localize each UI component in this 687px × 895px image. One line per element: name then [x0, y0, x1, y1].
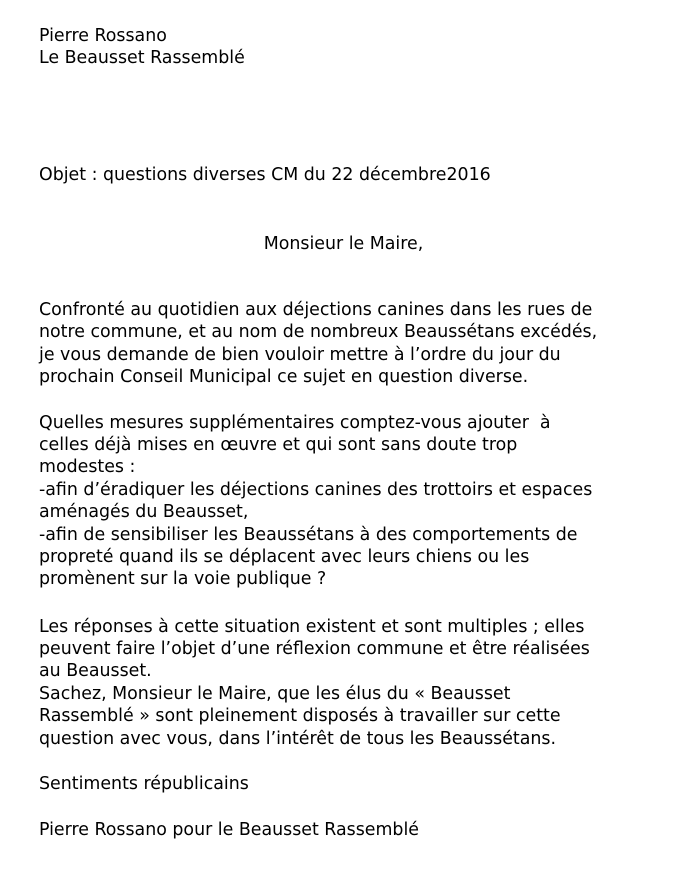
paragraph-line: -afin d’éradiquer les déjections canines des trottoirs et espaces — [39, 480, 593, 500]
paragraph-line: prochain Conseil Municipal ce sujet en question diverse. — [39, 367, 529, 387]
signature: Pierre Rossano pour le Beausset Rassemblé — [39, 820, 419, 840]
paragraph-line: au Beausset. — [39, 661, 152, 681]
paragraph-line: question avec vous, dans l’intérêt de tous les Beaussétans. — [39, 729, 556, 749]
paragraph-line: je vous demande de bien vouloir mettre à l’ordre du jour du — [39, 345, 561, 365]
paragraph-line: aménagés du Beausset, — [39, 502, 249, 522]
subject-line: Objet : questions diverses CM du 22 décembre2016 — [39, 165, 491, 185]
salutation: Monsieur le Maire, — [263, 234, 424, 254]
paragraph-line: -afin de sensibiliser les Beaussétans à des comportements de — [39, 525, 578, 545]
paragraph-line: peuvent faire l’objet d’une réflexion commune et être réalisées — [39, 639, 590, 659]
paragraph-line: promènent sur la voie publique ? — [39, 569, 327, 589]
paragraph-line: propreté quand ils se déplacent avec leurs chiens ou les — [39, 547, 530, 567]
paragraph-line: Quelles mesures supplémentaires comptez-vous ajouter à — [39, 413, 551, 433]
paragraph-line: modestes : — [39, 457, 136, 477]
sender-organization: Le Beausset Rassemblé — [39, 48, 245, 68]
paragraph-line: Les réponses à cette situation existent et sont multiples ; elles — [39, 617, 585, 637]
sender-name: Pierre Rossano — [39, 26, 167, 46]
paragraph-line: notre commune, et au nom de nombreux Beaussétans excédés, — [39, 322, 598, 342]
paragraph-line: Rassemblé » sont pleinement disposés à travailler sur cette — [39, 706, 561, 726]
paragraph-line: celles déjà mises en œuvre et qui sont sans doute trop — [39, 435, 518, 455]
closing: Sentiments républicains — [39, 774, 249, 794]
paragraph-line: Confronté au quotidien aux déjections canines dans les rues de — [39, 300, 593, 320]
paragraph-line: Sachez, Monsieur le Maire, que les élus du « Beausset — [39, 684, 511, 704]
